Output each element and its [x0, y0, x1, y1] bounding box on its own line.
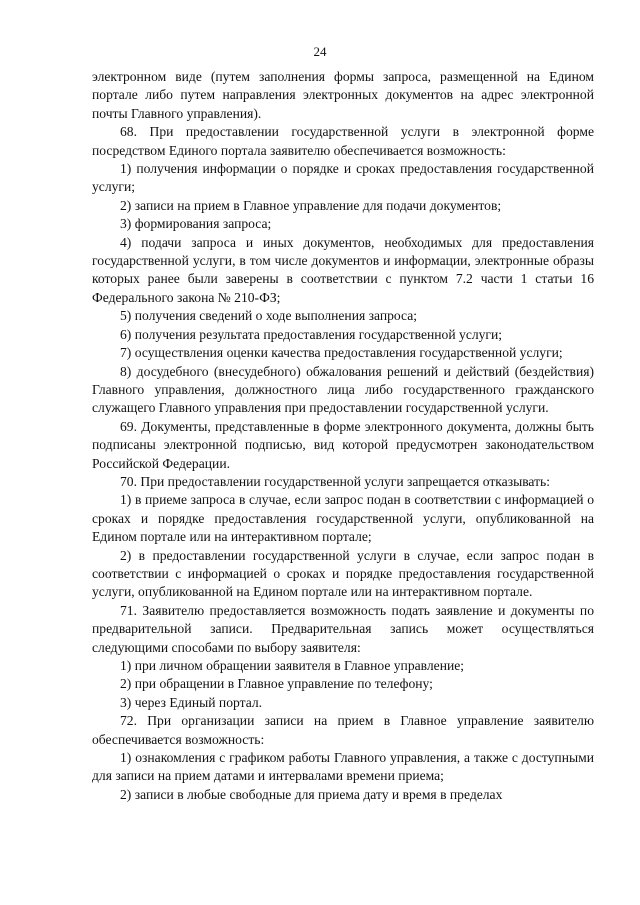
list-item-72-1: 1) ознакомления с графиком работы Главного управления, а также с доступными для записи на прием датами и интервалами времени приема;	[92, 750, 594, 784]
list-item-68-3: 3) формирования запроса;	[120, 216, 272, 232]
paragraph-69: 69. Документы, представленные в форме электронного документа, должны быть подписаны электронной подписью, вид которой предусмотрен законодательством Российской Федерации.	[92, 418, 594, 471]
document-body	[92, 68, 594, 804]
paragraph-71: 71. Заявителю предоставляется возможность подать заявление и документы по предварительной записи. Предварительная запись может осуществляться следующими способами по выбору заявителя:	[92, 602, 594, 655]
page-number: 24	[313, 44, 327, 59]
paragraph-70: 70. При предоставлении государственной услуги запрещается отказывать:	[120, 473, 551, 489]
list-item-68-4: 4) подачи запроса и иных документов, необходимых для предоставления государственной услуги, в том числе документов и информации, электронные образы которых ранее были заверены в соответствии с пунктом 7.2 части 1 статьи 16 Федерального закона № 210-ФЗ;	[92, 234, 594, 305]
list-item-68-5: 5) получения сведений о ходе выполнения запроса;	[120, 308, 418, 324]
list-item-71-2: 2) при обращении в Главное управление по телефону;	[120, 676, 433, 692]
paragraph-72: 72. При организации записи на прием в Главное управление заявителю обеспечивается возможность:	[92, 713, 594, 747]
list-item-71-1: 1) при личном обращении заявителя в Главное управление;	[120, 658, 465, 673]
list-item-68-6: 6) получения результата предоставления государственной услуги;	[120, 326, 503, 342]
list-item-68-1: 1) получения информации о порядке и сроках предоставления государственной услуги;	[92, 161, 594, 195]
list-item-68-7: 7) осуществления оценки качества предоставления государственной услуги;	[120, 345, 563, 361]
list-item-72-2: 2) записи в любые свободные для приема дату и время в пределах	[120, 786, 503, 802]
list-item-70-2: 2) в предоставлении государственной услуги в случае, если запрос подан в соответствии с информацией о сроках и порядке предоставления государственной услуги, опубликованной на Едином портале или на интерактивном портале.	[92, 547, 594, 600]
list-item-70-1: 1) в приеме запроса в случае, если запрос подан в соответствии с информацией о сроках и порядке предоставления государственной услуги, опубликованной на Едином портале или на интерактивном портале;	[92, 492, 594, 545]
list-item-71-3: 3) через Единый портал.	[120, 694, 263, 710]
paragraph-continuation: электронном виде (путем заполнения формы запроса, размещенной на Едином портале либо путем направления электронных документов на адрес электронной почты Главного управления).	[92, 69, 594, 121]
list-item-68-8: 8) досудебного (внесудебного) обжалования решений и действий (бездействия) Главного управления, должностного лица либо государственного гражданского служащего Главного управления при предоставлении государственной услуги.	[92, 363, 594, 416]
list-item-68-2: 2) записи на прием в Главное управление для подачи документов;	[120, 197, 502, 213]
paragraph-68: 68. При предоставлении государственной услуги в электронной форме посредством Единого портала заявителю обеспечивается возможность:	[92, 124, 594, 158]
